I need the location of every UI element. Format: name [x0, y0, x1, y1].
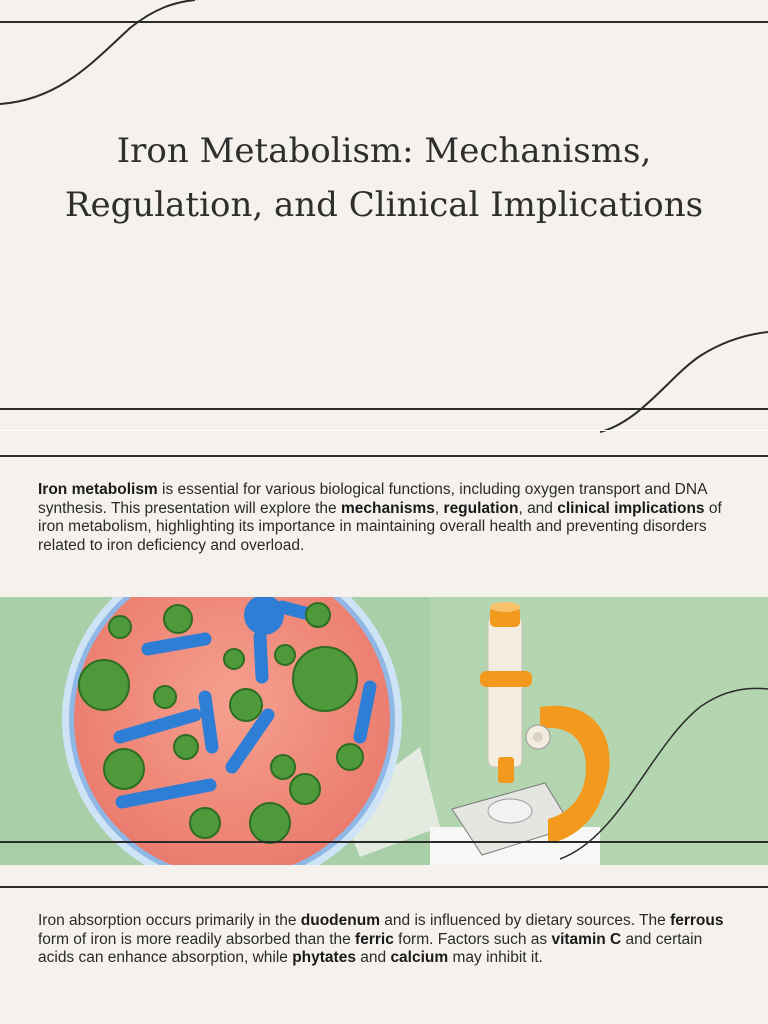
term-ferrous: ferrous	[670, 912, 724, 929]
term-duodenum: duodenum	[300, 912, 380, 929]
petri-dish-illustration	[0, 597, 768, 865]
term-phytates: phytates	[292, 949, 356, 966]
term-clinical-implications: clinical implications	[557, 499, 705, 517]
term-vitamin-c: vitamin C	[551, 930, 622, 948]
lab-illustration	[0, 597, 768, 865]
illustration-bottom-divider	[0, 841, 768, 843]
term-ferric: ferric	[355, 930, 394, 948]
term-regulation: regulation	[443, 499, 519, 517]
decorative-curve-top-left	[0, 0, 200, 110]
page-title: Iron Metabolism: Mechanisms, Regulation, and Clinical Implications	[64, 131, 704, 225]
slide-separator	[0, 430, 768, 431]
absorption-top-divider	[0, 886, 768, 888]
intro-top-divider	[0, 455, 768, 457]
term-mechanisms: mechanisms	[340, 499, 435, 517]
absorption-paragraph: Iron absorption occurs primarily in the duodenum and is influenced by dietary sources. The ferrous form of iron is more readily absorbed than the ferric form. Factors such as vitamin C and certain acids can enhance absorption, while phytates and calcium may inhibit it.	[38, 912, 724, 966]
decorative-curve-bottom-right	[590, 326, 768, 434]
intro-paragraph: Iron metabolism is essential for various biological functions, including oxygen transport and DNA synthesis. This presentation will explore the mechanisms, regulation, and clinical implications of iron metabolism, highlighting its importance in maintaining overall health and preventing disorders related to iron deficiency and overload.	[38, 481, 722, 554]
term-iron-metabolism: Iron metabolism	[38, 481, 158, 498]
term-calcium: calcium	[390, 949, 449, 966]
